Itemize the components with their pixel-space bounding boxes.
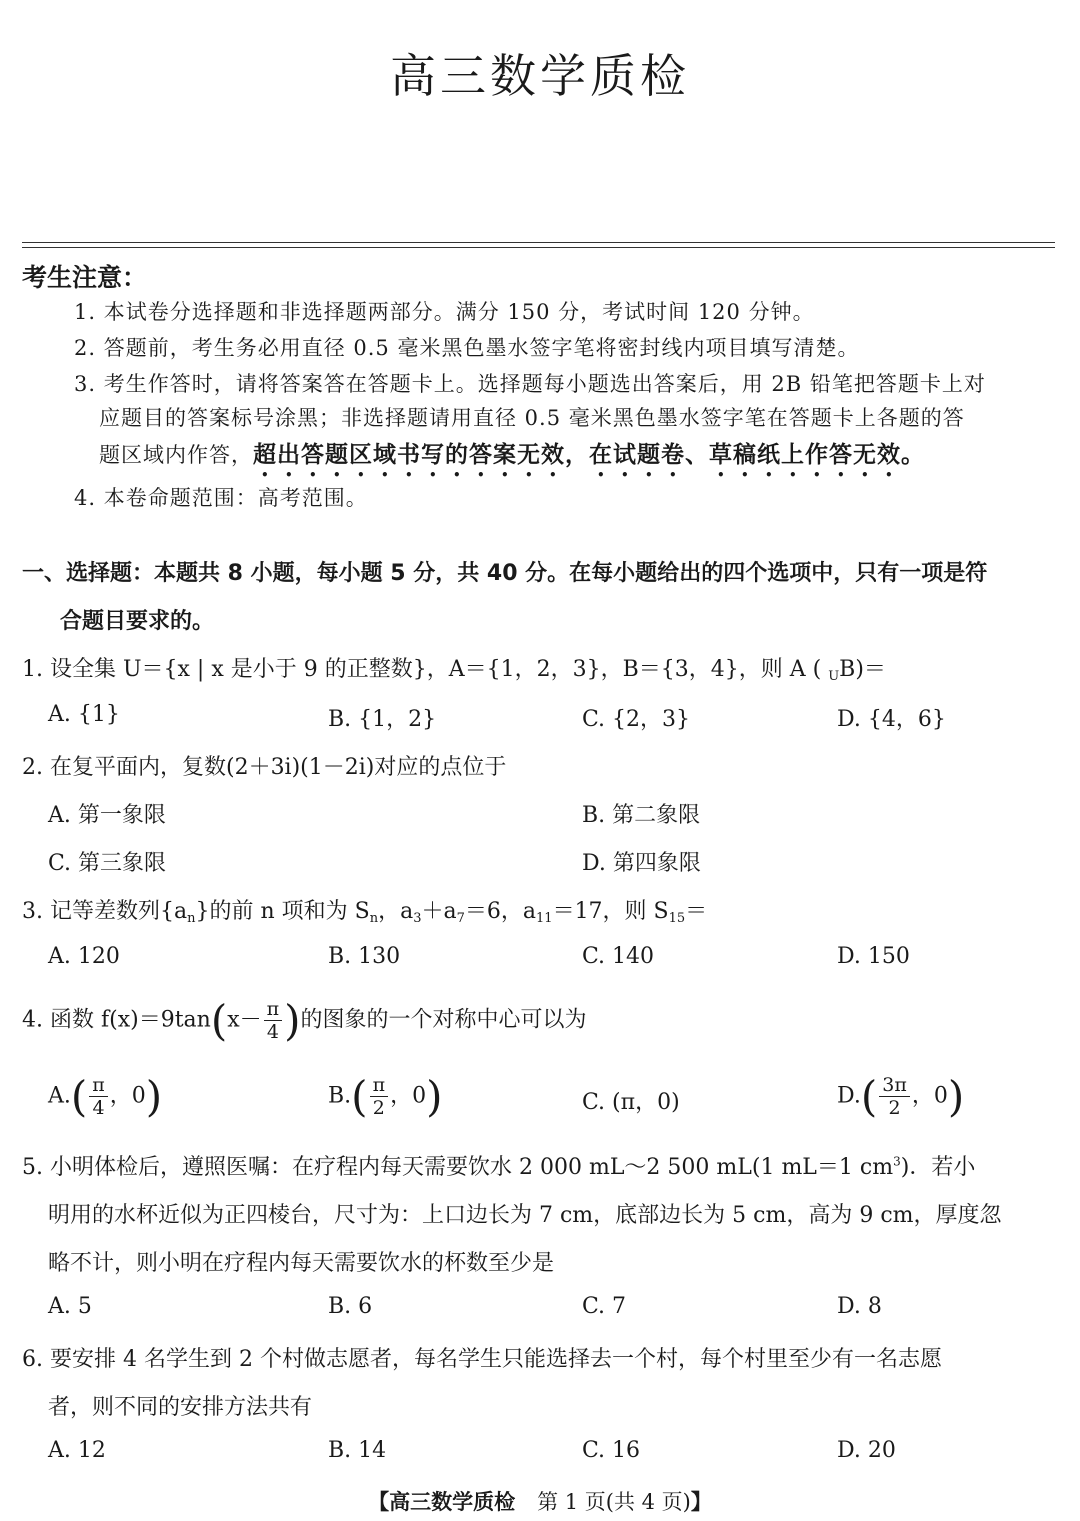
q3-sub-3: 3 [413,911,422,926]
q1-stem-end: B)＝ [839,657,886,682]
q4-option-c [582,1085,680,1116]
q1-stem-text: 1. 设全集 U＝{x | x 是小于 9 的正整数}，A＝{1，2，3}，B＝{3，4}，则 A ( [22,657,829,682]
q5-sup: 3 [893,1154,901,1169]
q3-sub-1: n [187,911,196,926]
q4-option-b: B.( $\frac{\pi}{2}$ ，0) [328,1072,443,1121]
q4-part-b: x－ [227,1007,262,1033]
q3-option-a: A. 120 [48,944,120,969]
question-5-line-3: 略不计，则小明在疗程内每天需要饮水的杯数至少是 [48,1251,555,1276]
question-5-line-2: 明用的水杯近似为正四棱台，尺寸为：上口边长为 7 cm，底部边长为 5 cm，高为 9 cm，厚度忽 [48,1203,1002,1228]
notice-item-4: 4. 本卷命题范围：高考范围。 [74,486,368,510]
q1-complement-sub: U [828,669,840,684]
question-6-line-1: 6. 要安排 4 名学生到 2 个村做志愿者，每名学生只能选择去一个村，每个村里至少有一名志愿 [22,1347,942,1372]
q3-sub-2: n [369,911,379,926]
q6-option-b: B. 14 [328,1438,387,1463]
q4d-label: D. [837,1083,861,1109]
q4d-tail: ，0 [911,1083,948,1109]
q4b-fraction [370,1074,389,1119]
question-6-line-2: 者，则不同的安排方法共有 [48,1395,313,1420]
q4a-fraction [89,1074,108,1119]
q3-option-c: C. 140 [582,944,655,969]
q5-option-c: C. 7 [582,1294,627,1319]
section-heading-cont: 合题目要求的。 [60,609,215,634]
q4a-den: 4 [92,1097,105,1119]
notice-item-2: 2. 答题前，考生务必用直径 0.5 毫米黑色墨水签字笔将密封线内项目填写清楚。 [74,336,860,360]
q4-option-a: A.( $\frac{\pi}{4}$ ，0) [48,1072,163,1121]
section-heading: 一、选择题：本题共 8 小题，每小题 5 分，共 40 分。在每小题给出的四个选项中，只有一项是符 [22,561,988,586]
q3-part-b: }的前 n 项和为 S [195,899,370,924]
q4a-tail: ，0 [109,1083,146,1109]
q2-option-b: B. 第二象限 [582,803,701,828]
question-2-stem: 2. 在复平面内，复数(2＋3i)(1－2i)对应的点位于 [22,755,507,780]
notice-item-3-cont: 应题目的答案标号涂黑；非选择题请用直径 0.5 毫米黑色墨水签字笔在答题卡上各题的答 [99,406,965,430]
notice-heading: 考生注意： [22,263,148,292]
q4b-num: π [370,1074,389,1097]
q3-option-d: D. 150 [837,944,910,969]
page-title: 高三数学质检 [390,49,690,103]
page-footer [0,1486,1080,1516]
q6-option-c: C. 16 [582,1438,641,1463]
q5-line-1-text: 5. 小明体检后，遵照医嘱：在疗程内每天需要饮水 2 000 mL～2 500 mL(1 mL＝1 cm [22,1155,894,1180]
notice-item-3: 3. 考生作答时，请将答案答在答题卡上。选择题每小题选出答案后，用 2B 铅笔把答题卡上对 [74,372,986,396]
q3-sub-4: 7 [456,911,465,926]
q3-sub-6: 15 [668,911,686,926]
q5-line-1-tail: )．若小 [900,1155,976,1180]
notice-emphasis: 超出答题区域书写的答案无效，在试题卷、草稿纸上作答无效。 [253,442,925,468]
footer-page-number: 第 1 页(共 4 页) [537,1490,691,1514]
q4b-label: B. [328,1083,352,1109]
q3-part-f: ＝17，则 S [552,899,669,924]
q3-sub-5: 11 [536,911,553,926]
q4-frac-num: π [264,998,283,1021]
q4-fraction [264,998,283,1043]
q5-option-b: B. 6 [328,1294,373,1319]
header-rule-top [22,242,1055,243]
q4b-tail: ，0 [390,1083,427,1109]
q1-option-c: C. {2，3} [582,707,691,732]
q5-option-a: A. 5 [48,1294,92,1319]
notice-item-3-end [99,436,925,482]
footer-bracket: 】 [690,1490,712,1514]
q4-paren-open: ( [210,996,228,1045]
q3-option-b: B. 130 [328,944,401,969]
q4a-label: A. [48,1083,71,1109]
q5-option-d: D. 8 [837,1294,882,1319]
q3-part-e: ＝6，a [464,899,537,924]
q3-part-c: ，a [378,899,414,924]
q4d-fraction [879,1074,910,1119]
notice-item-1: 1. 本试卷分选择题和非选择题两部分。满分 150 分，考试时间 120 分钟。 [74,300,815,324]
q3-part-g: ＝ [685,899,708,924]
question-4-stem [22,996,587,1045]
q3-part-a: 3. 记等差数列{a [22,899,188,924]
q4-paren-close: ) [284,996,301,1045]
q4c-text: (π，0) [612,1090,680,1115]
question-1-stem [22,652,886,684]
q4d-den: 2 [888,1097,901,1119]
q6-option-d: D. 20 [837,1438,896,1463]
q4d-num: 3π [879,1074,910,1097]
q1-option-b: B. {1，2} [328,707,437,732]
question-5-line-1 [22,1150,975,1181]
footer-title: 【高三数学质检 [368,1490,516,1514]
header-rule-bottom [22,247,1055,248]
q4-frac-den: 4 [266,1021,279,1043]
q6-option-a: A. 12 [48,1438,106,1463]
q4-part-a: 4. 函数 f(x)＝9tan [22,1007,211,1033]
q2-option-c: C. 第三象限 [48,851,167,876]
q4-option-d: D.( $\frac{3\pi}{2}$ ，0) [837,1072,965,1121]
q4a-num: π [89,1074,108,1097]
q4-part-c: 的图象的一个对称中心可以为 [300,1007,587,1033]
q2-option-a: A. 第一象限 [48,803,166,828]
q4c-label: C. [582,1090,606,1115]
q1-option-a: A. {1} [48,702,120,727]
q4b-den: 2 [372,1097,385,1119]
notice-item-3-tail: 题区域内作答， [99,443,253,467]
q2-option-d: D. 第四象限 [582,851,701,876]
question-3-stem [22,894,707,926]
q1-option-d: D. {4，6} [837,707,946,732]
q3-part-d: ＋a [421,899,457,924]
